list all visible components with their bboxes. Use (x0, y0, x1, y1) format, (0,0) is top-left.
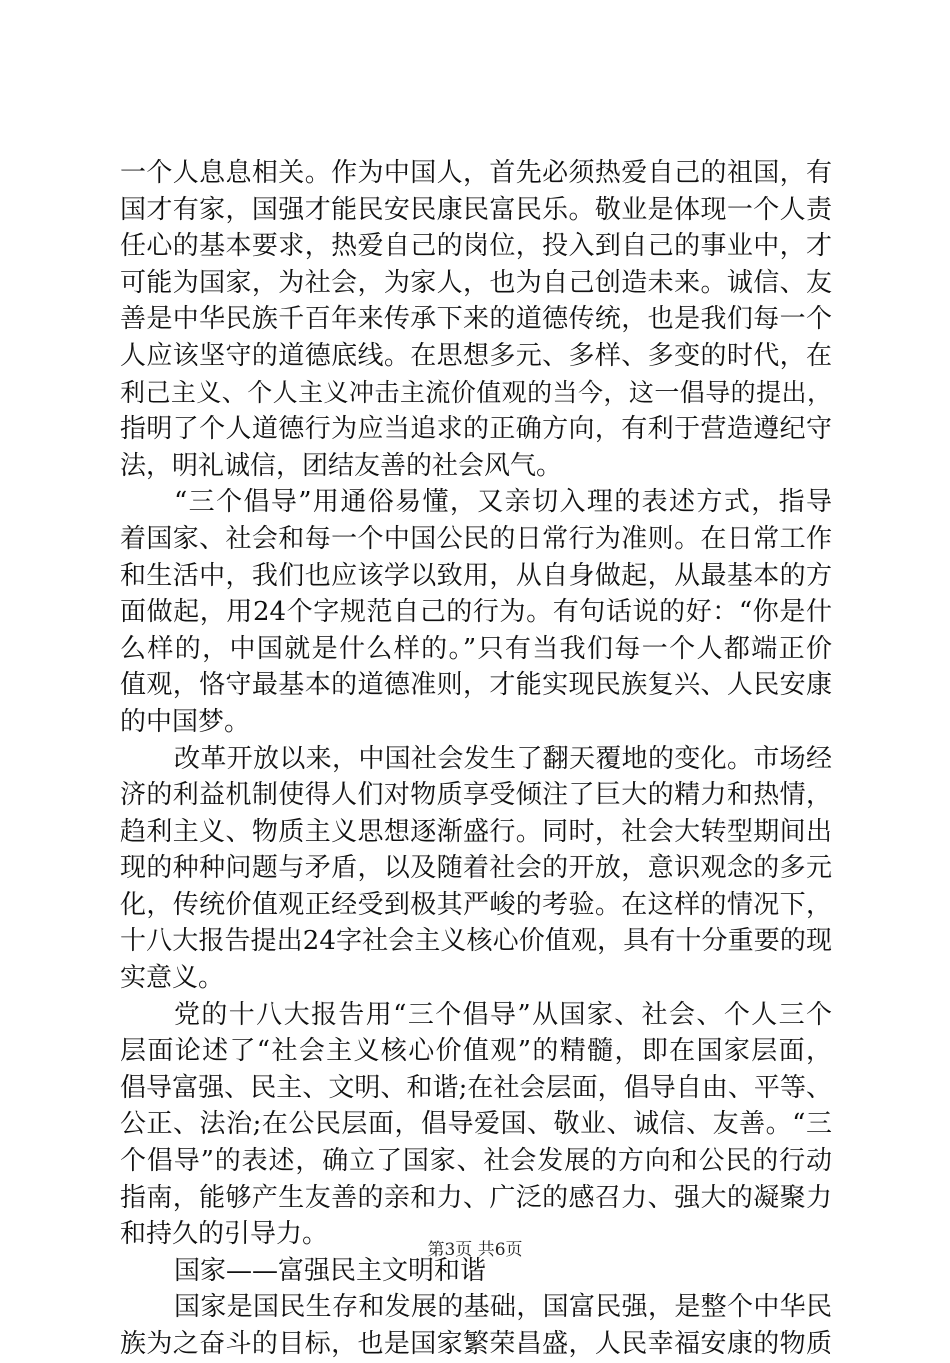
text-line: 值观，恪守最基本的道德准则，才能实现民族复兴、人民安康 (120, 670, 832, 701)
text-line: 面做起，用24个字规范自己的行为。有句话说的好：“你是什 (120, 597, 832, 628)
text-line: 利己主义、个人主义冲击主流价值观的当今，这一倡导的提出， (120, 377, 832, 407)
text-line: 和生活中，我们也应该学以致用，从自身做起，从最基本的方 (120, 560, 832, 591)
text-line: 人应该坚守的道德底线。在思想多元、多样、多变的时代，在 (120, 340, 832, 371)
text-line: 倡导富强、民主、文明、和谐;在社会层面，倡导自由、平等、 (120, 1072, 832, 1103)
text-line: 国才有家，国强才能民安民康民富民乐。敬业是体现一个人责 (120, 194, 832, 225)
text-line: 的中国梦。 (120, 706, 251, 737)
text-line: 善是中华民族千百年来传承下来的道德传统，也是我们每一个 (120, 304, 832, 335)
text-line: 着国家、社会和每一个中国公民的日常行为准则。在日常工作 (120, 523, 832, 554)
text-line: 任心的基本要求，热爱自己的岗位，投入到自己的事业中，才 (120, 231, 832, 262)
text-line: 公正、法治;在公民层面，倡导爱国、敬业、诚信、友善。“三 (120, 1109, 832, 1140)
page-number-footer: 第3页 共6页 (427, 1240, 523, 1260)
text-line: 族为之奋斗的目标，也是国家繁荣昌盛，人民幸福安康的物质 (120, 1329, 832, 1359)
paragraph-first-line: “三个倡导”用通俗易懂，又亲切入理的表述方式，指导 (174, 487, 832, 518)
section-heading: 国家——富强民主文明和谐 (174, 1255, 487, 1286)
document-body (120, 155, 832, 1363)
text-line: 济的利益机制使得人们对物质享受倾注了巨大的精力和热情， (120, 780, 832, 811)
text-line: 和持久的引导力。 (120, 1219, 329, 1250)
text-line: 么样的，中国就是什么样的。”只有当我们每一个人都端正价 (120, 633, 832, 664)
paragraph-first-line: 改革开放以来，中国社会发生了翻天覆地的变化。市场经 (174, 743, 832, 774)
paragraph-first-line: 国家是国民生存和发展的基础，国富民强，是整个中华民 (174, 1292, 832, 1323)
text-line: 指明了个人道德行为应当追求的正确方向，有利于营造遵纪守 (120, 414, 832, 445)
text-line: 层面论述了“社会主义核心价值观”的精髓，即在国家层面， (120, 1036, 832, 1067)
text-line: 可能为国家，为社会，为家人，也为自己创造未来。诚信、友 (120, 267, 832, 298)
text-line: 指南，能够产生友善的亲和力、广泛的感召力、强大的凝聚力 (120, 1182, 832, 1213)
text-line: 一个人息息相关。作为中国人，首先必须热爱自己的祖国，有 (120, 158, 832, 188)
text-line: 化，传统价值观正经受到极其严峻的考验。在这样的情况下， (120, 889, 832, 920)
text-line: 个倡导”的表述，确立了国家、社会发展的方向和公民的行动 (120, 1146, 832, 1177)
text-line: 法，明礼诚信，团结友善的社会风气。 (120, 450, 563, 481)
text-line: 现的种种问题与矛盾，以及随着社会的开放，意识观念的多元 (120, 853, 832, 884)
paragraph-first-line: 党的十八大报告用“三个倡导”从国家、社会、个人三个 (174, 999, 832, 1030)
text-line: 十八大报告提出24字社会主义核心价值观，具有十分重要的现 (120, 926, 832, 957)
text-line: 实意义。 (120, 963, 225, 994)
text-line: 趋利主义、物质主义思想逐渐盛行。同时，社会大转型期间出 (120, 816, 832, 847)
